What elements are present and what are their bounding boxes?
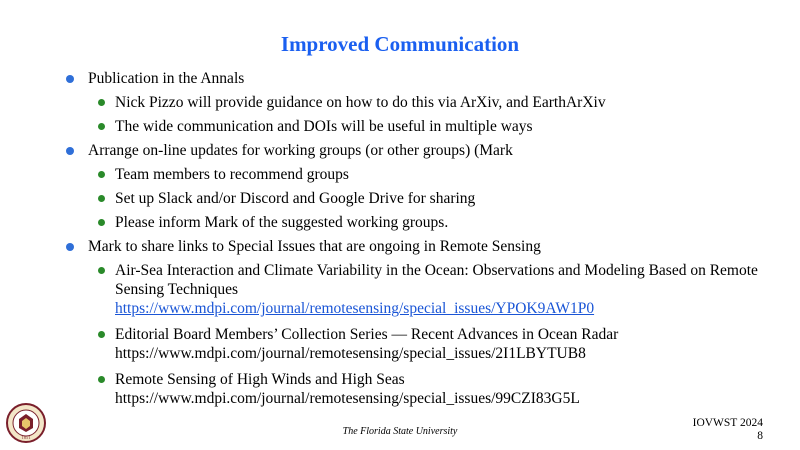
sub-bullet-item: Please inform Mark of the suggested working groups. [115, 214, 449, 231]
special-issue-link[interactable]: https://www.mdpi.com/journal/remotesensing/special_issues/YPOK9AW1P0 [115, 300, 595, 317]
special-issue-item [115, 261, 780, 318]
sub-bullet-item: Set up Slack and/or Discord and Google Drive for sharing [115, 190, 476, 207]
sub-bullet-item: Nick Pizzo will provide guidance on how to do this via ArXiv, and EarthArXiv [115, 94, 606, 111]
special-issue-url: https://www.mdpi.com/journal/remotesensing/special_issues/2I1LBYTUB8 [115, 345, 586, 362]
page-number: 8 [757, 430, 763, 442]
sub-bullet-icon [98, 267, 105, 274]
sub-bullet-icon [98, 99, 105, 106]
bullet-icon [66, 147, 74, 155]
sub-bullet-icon [98, 195, 105, 202]
bullet-item: Mark to share links to Special Issues that are ongoing in Remote Sensing [88, 238, 541, 255]
bullet-item: Arrange on-line updates for working groups (or other groups) (Mark [88, 142, 513, 159]
seal-year: 1851 [21, 435, 31, 440]
slide-title: Improved Communication [280, 32, 520, 56]
bullet-icon [66, 243, 74, 251]
special-issue-item [115, 370, 780, 408]
footer-university: The Florida State University [342, 426, 458, 437]
sub-bullet-icon [98, 331, 105, 338]
sub-bullet-item: Team members to recommend groups [115, 166, 349, 183]
sub-bullet-icon [98, 376, 105, 383]
bullet-icon [66, 75, 74, 83]
sub-bullet-icon [98, 171, 105, 178]
special-issue-url: https://www.mdpi.com/journal/remotesensing/special_issues/99CZI83G5L [115, 390, 580, 407]
special-issue-title: Remote Sensing of High Winds and High Seas [115, 371, 405, 388]
fsu-seal-logo [6, 403, 46, 443]
special-issue-title: Editorial Board Members’ Collection Series — Recent Advances in Ocean Radar [115, 326, 619, 343]
footer-event: IOVWST 2024 [692, 417, 763, 429]
special-issue-title: Air-Sea Interaction and Climate Variability in the Ocean: Observations and Modeling Based on Remote Sensing Techniques [115, 262, 758, 298]
sub-bullet-icon [98, 219, 105, 226]
special-issue-item [115, 325, 780, 363]
sub-bullet-item: The wide communication and DOIs will be useful in multiple ways [115, 118, 533, 135]
footer-meta [693, 417, 763, 443]
bullet-item: Publication in the Annals [88, 70, 245, 87]
sub-bullet-icon [98, 123, 105, 130]
